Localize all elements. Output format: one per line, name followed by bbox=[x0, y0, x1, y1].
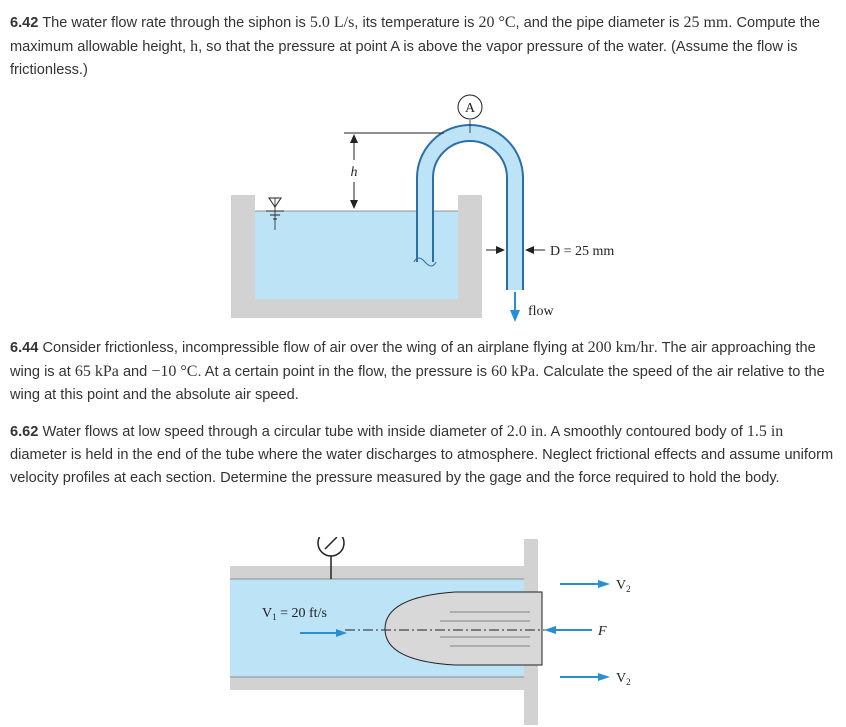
force-arrow bbox=[544, 626, 556, 634]
problem-text: , and the pipe diameter is bbox=[515, 15, 684, 31]
v2-bottom-arrow bbox=[598, 673, 610, 681]
v2-top-arrow bbox=[598, 580, 610, 588]
problem-text: , so that the pressure at point A is above the vapor pressure of the water. (Assume the flow is frictionless.) bbox=[10, 39, 798, 78]
problem-number: 6.42 bbox=[10, 15, 39, 31]
math-value: −10 °C bbox=[151, 363, 198, 380]
problem-text: . At a certain point in the flow, the pressure is bbox=[197, 364, 492, 380]
problem-text: The water flow rate through the siphon is bbox=[38, 15, 310, 31]
problem-text: Consider frictionless, incompressible flow of air over the wing of an airplane flying at bbox=[38, 340, 588, 356]
math-value: 2.0 in bbox=[506, 423, 544, 440]
problem-text: Water flows at low speed through a circular tube with inside diameter of bbox=[38, 424, 507, 440]
problem-6-62 bbox=[10, 420, 840, 490]
v2-bottom-label: $V_2$ bbox=[616, 671, 631, 687]
tube-top-wall bbox=[230, 566, 524, 579]
math-value: h bbox=[190, 38, 199, 55]
math-value: 65 kPa bbox=[74, 363, 119, 380]
problem-6-44 bbox=[10, 336, 840, 407]
flow-label: flow bbox=[528, 304, 554, 319]
problem-text: . The air approaching the wing is at bbox=[10, 340, 816, 380]
nozzle-figure bbox=[0, 537, 846, 727]
force-label: F bbox=[598, 624, 607, 639]
math-value: 1.5 in bbox=[746, 423, 784, 440]
math-value: 20 °C bbox=[478, 14, 516, 31]
problem-text: , its temperature is bbox=[354, 15, 479, 31]
v2-top-label: $V_2$ bbox=[616, 578, 631, 594]
math-value: 5.0 L/s bbox=[309, 14, 355, 31]
problem-text: and bbox=[118, 364, 152, 380]
problem-number: 6.44 bbox=[10, 340, 39, 356]
problem-text: . Compute the maximum allowable height, bbox=[10, 15, 821, 55]
math-value: 25 mm bbox=[683, 14, 729, 31]
tube-bottom-wall bbox=[230, 677, 524, 690]
problem-text: . A smoothly contoured body of bbox=[543, 424, 747, 440]
diameter-label: D = 25 mm bbox=[550, 244, 615, 259]
point-a-label: A bbox=[464, 101, 476, 116]
problem-text: . Calculate the speed of the air relative to the wing at this point and the absolute air speed. bbox=[10, 364, 825, 403]
contoured-body bbox=[385, 592, 542, 665]
pressure-gage bbox=[318, 537, 344, 556]
math-value: 60 kPa bbox=[491, 363, 536, 380]
siphon-figure bbox=[0, 0, 846, 340]
v1-label: $V_1 = 20$ ft/s bbox=[262, 606, 327, 622]
flow-arrow bbox=[510, 310, 520, 322]
problem-number: 6.62 bbox=[10, 424, 39, 440]
height-label: h bbox=[350, 165, 358, 180]
math-value: 200 km/hr bbox=[587, 339, 654, 356]
problem-text: diameter is held in the end of the tube where the water discharges to atmosphere. Neglect frictional effects and assume uniform velocity profiles at each section. Determine the pressure measured by the gage and the force required to hold the body. bbox=[10, 447, 834, 486]
